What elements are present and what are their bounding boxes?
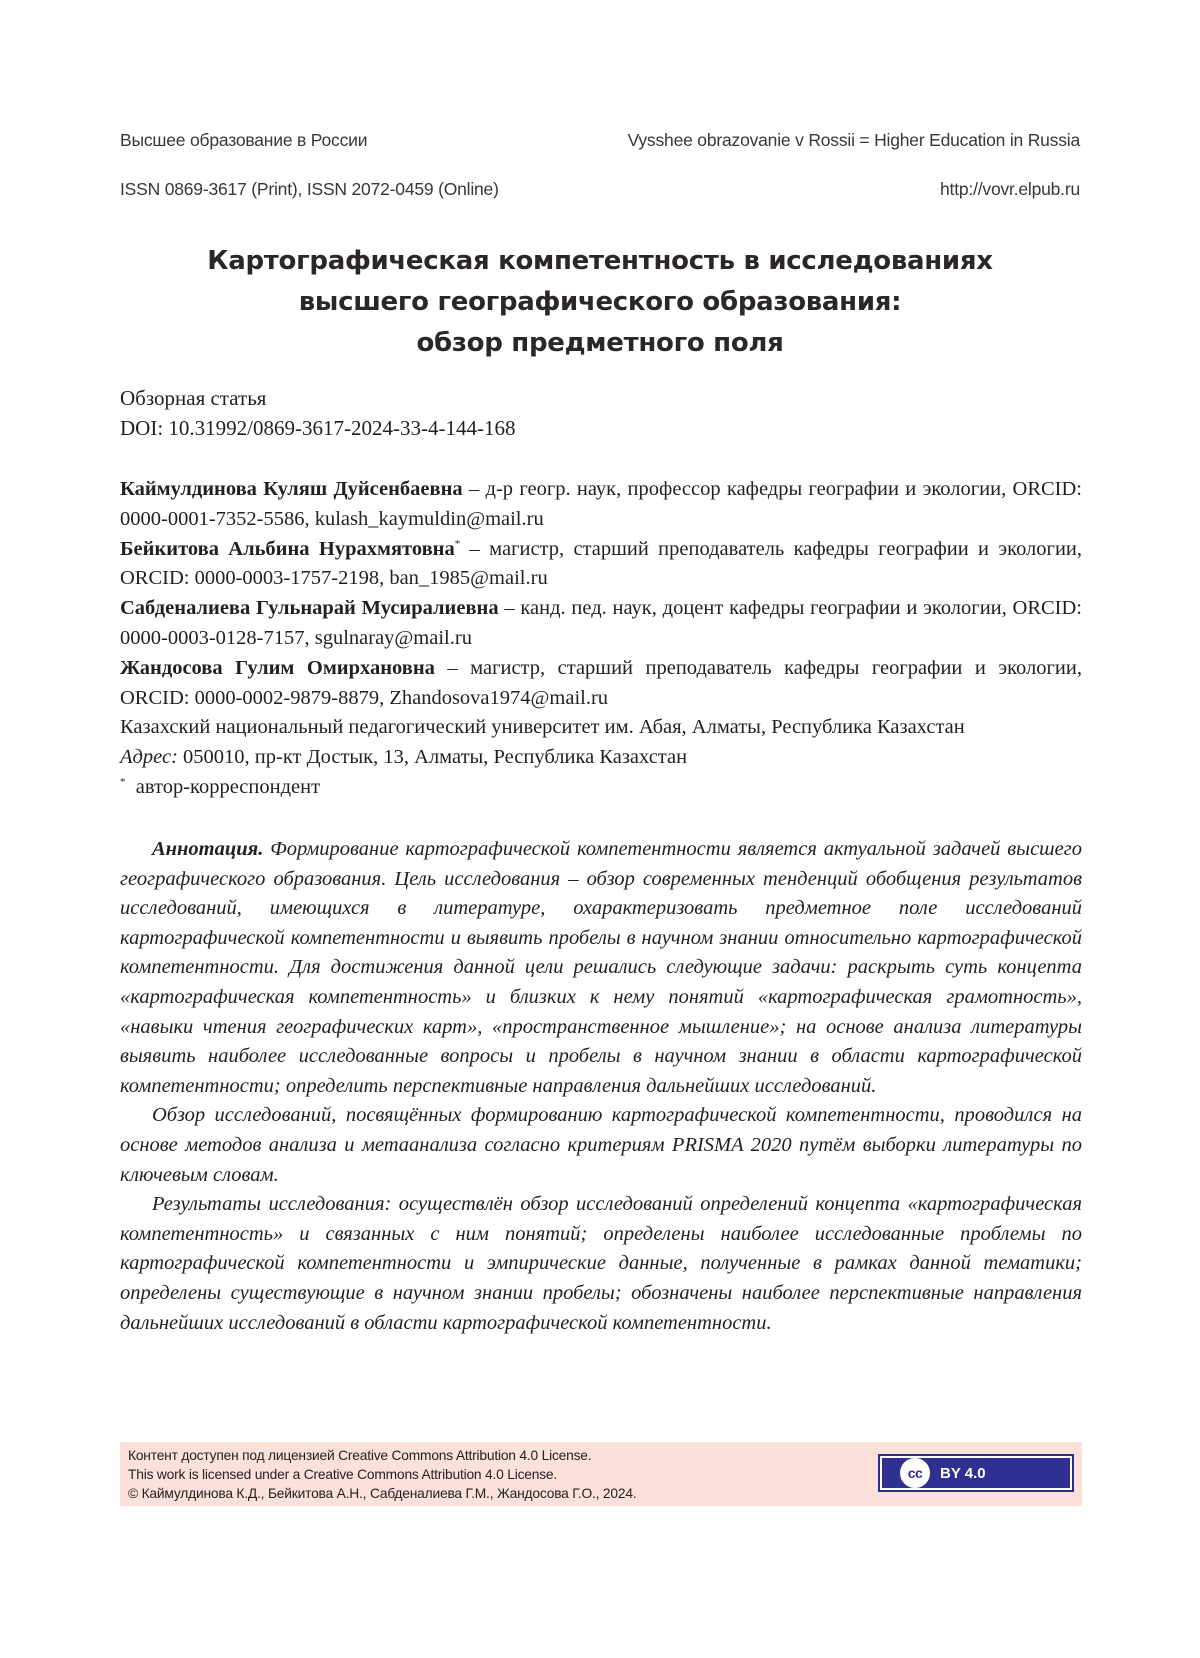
- corresponding-note-mark: *: [120, 776, 126, 789]
- copyright-line: © Каймулдинова К.Д., Бейкитова А.Н., Сабденалиева Г.М., Жандосова Г.О., 2024.: [128, 1486, 637, 1501]
- address: [120, 743, 1082, 773]
- journal-title-ru: Высшее образование в России: [120, 130, 368, 150]
- author-entry: [120, 594, 1082, 654]
- license-text: [128, 1446, 636, 1503]
- author-name: Бейкитова Альбина Нурахмятовна: [120, 537, 455, 560]
- address-label: Адрес:: [120, 746, 178, 769]
- article-meta: [120, 383, 1080, 443]
- abstract-text: Формирование картографической компетентности является актуальной задачей высшего географического образования. Цель исследования – обзор современных тенденций обобщения результатов исследований, имеющихся в литературе, охарактеризовать предметное поле исследований картографической компетентности и выявить пробелы в научном знании относительно картографической компетентности. Для достижения данной цели решались следующие задачи: раскрыть суть концепта «картографическая компетентность» и близких к нему понятий «картографическая грамотность», «навыки чтения географических карт», «пространственное мышление»; на основе анализа литературы выявить наиболее исследованные вопросы и пробелы в научном знании в области картографической компетентности; определить перспективные направления дальнейших исследований.: [120, 838, 1082, 1097]
- author-details: – магистр, старший преподаватель кафедры географии и экологии, ORCID: 0000-0002-9879-8879, Zhandosova1974@mail.ru: [120, 656, 1082, 709]
- abstract-paragraph: Результаты исследования: осуществлён обзор исследований определений концепта «картографическая компетентность» и связанных с ним понятий; определены наиболее исследованные проблемы по картографической компетентности и эмпирические данные, полученные в рамках данной тематики; определены существующие в научном знании пробелы; обозначены наиболее перспективные направления дальнейших исследований в области картографической компетентности.: [120, 1193, 1082, 1334]
- author-entry: [120, 654, 1082, 714]
- creative-commons-icon: [900, 1458, 930, 1488]
- abstract: [120, 835, 1082, 1338]
- title-line-3: обзор предметного поля: [416, 328, 784, 358]
- corresponding-mark: *: [454, 537, 461, 550]
- author-name: Жандосова Гулим Омирхановна: [120, 656, 435, 679]
- license-line-ru: Контент доступен под лицензией Creative Commons Attribution 4.0 License.: [128, 1448, 592, 1463]
- cc-badge-label: BY 4.0: [940, 1464, 986, 1482]
- running-header: [120, 130, 1080, 151]
- corresponding-note-text: автор-корреспондент: [135, 775, 321, 798]
- journal-title-en: Vysshee obrazovanie v Rossii = Higher Education in Russia: [627, 130, 1080, 150]
- article-type: Обзорная статья: [120, 386, 267, 410]
- abstract-paragraph: [120, 835, 1082, 1101]
- doi[interactable]: DOI: 10.31992/0869-3617-2024-33-4-144-168: [120, 416, 516, 440]
- affiliation: Казахский национальный педагогический университет им. Абая, Алматы, Республика Казахстан: [120, 716, 965, 739]
- author-entry: [120, 535, 1082, 595]
- corresponding-note: [120, 773, 1082, 803]
- cc-icon-text: cc: [907, 1465, 923, 1481]
- address-text: 050010, пр-кт Достык, 13, Алматы, Республика Казахстан: [177, 746, 688, 769]
- title-line-1: Картографическая компетентность в исследованиях: [207, 246, 993, 276]
- issn-header: [120, 179, 1080, 200]
- journal-url[interactable]: http://vovr.elpub.ru: [940, 179, 1080, 199]
- title-line-2: высшего географического образования:: [298, 287, 902, 317]
- article-title: [120, 241, 1080, 364]
- abstract-paragraph: Обзор исследований, посвящённых формированию картографической компетентности, проводился на основе методов анализа и метаанализа согласно критериям PRISMA 2020 путём выборки литературы по ключевым словам.: [120, 1104, 1082, 1186]
- author-details: – д-р геогр. наук, профессор кафедры географии и экологии, ORCID: 0000-0001-7352-5586, kulash_kaymuldin@mail.ru: [120, 478, 1082, 530]
- cc-by-badge[interactable]: [878, 1454, 1074, 1492]
- author-name: Сабденалиева Гульнарай Мусиралиевна: [120, 597, 499, 620]
- author-entry: [120, 475, 1082, 535]
- cc-badge-inner: [882, 1458, 1070, 1488]
- license-line-en: This work is licensed under a Creative Commons Attribution 4.0 License.: [128, 1467, 558, 1482]
- author-name: Каймулдинова Куляш Дуйсенбаевна: [120, 478, 463, 500]
- author-details: – магистр, старший преподаватель кафедры географии и экологии, ORCID: 0000-0003-1757-2198, ban_1985@mail.ru: [120, 537, 1083, 590]
- license-band: [120, 1442, 1082, 1506]
- abstract-lead: Аннотация.: [152, 838, 264, 860]
- issn: ISSN 0869-3617 (Print), ISSN 2072-0459 (Online): [120, 179, 499, 199]
- author-details: – канд. пед. наук, доцент кафедры географии и экологии, ORCID: 0000-0003-0128-7157, sgulnaray@mail.ru: [120, 597, 1082, 649]
- author-block: [120, 475, 1082, 803]
